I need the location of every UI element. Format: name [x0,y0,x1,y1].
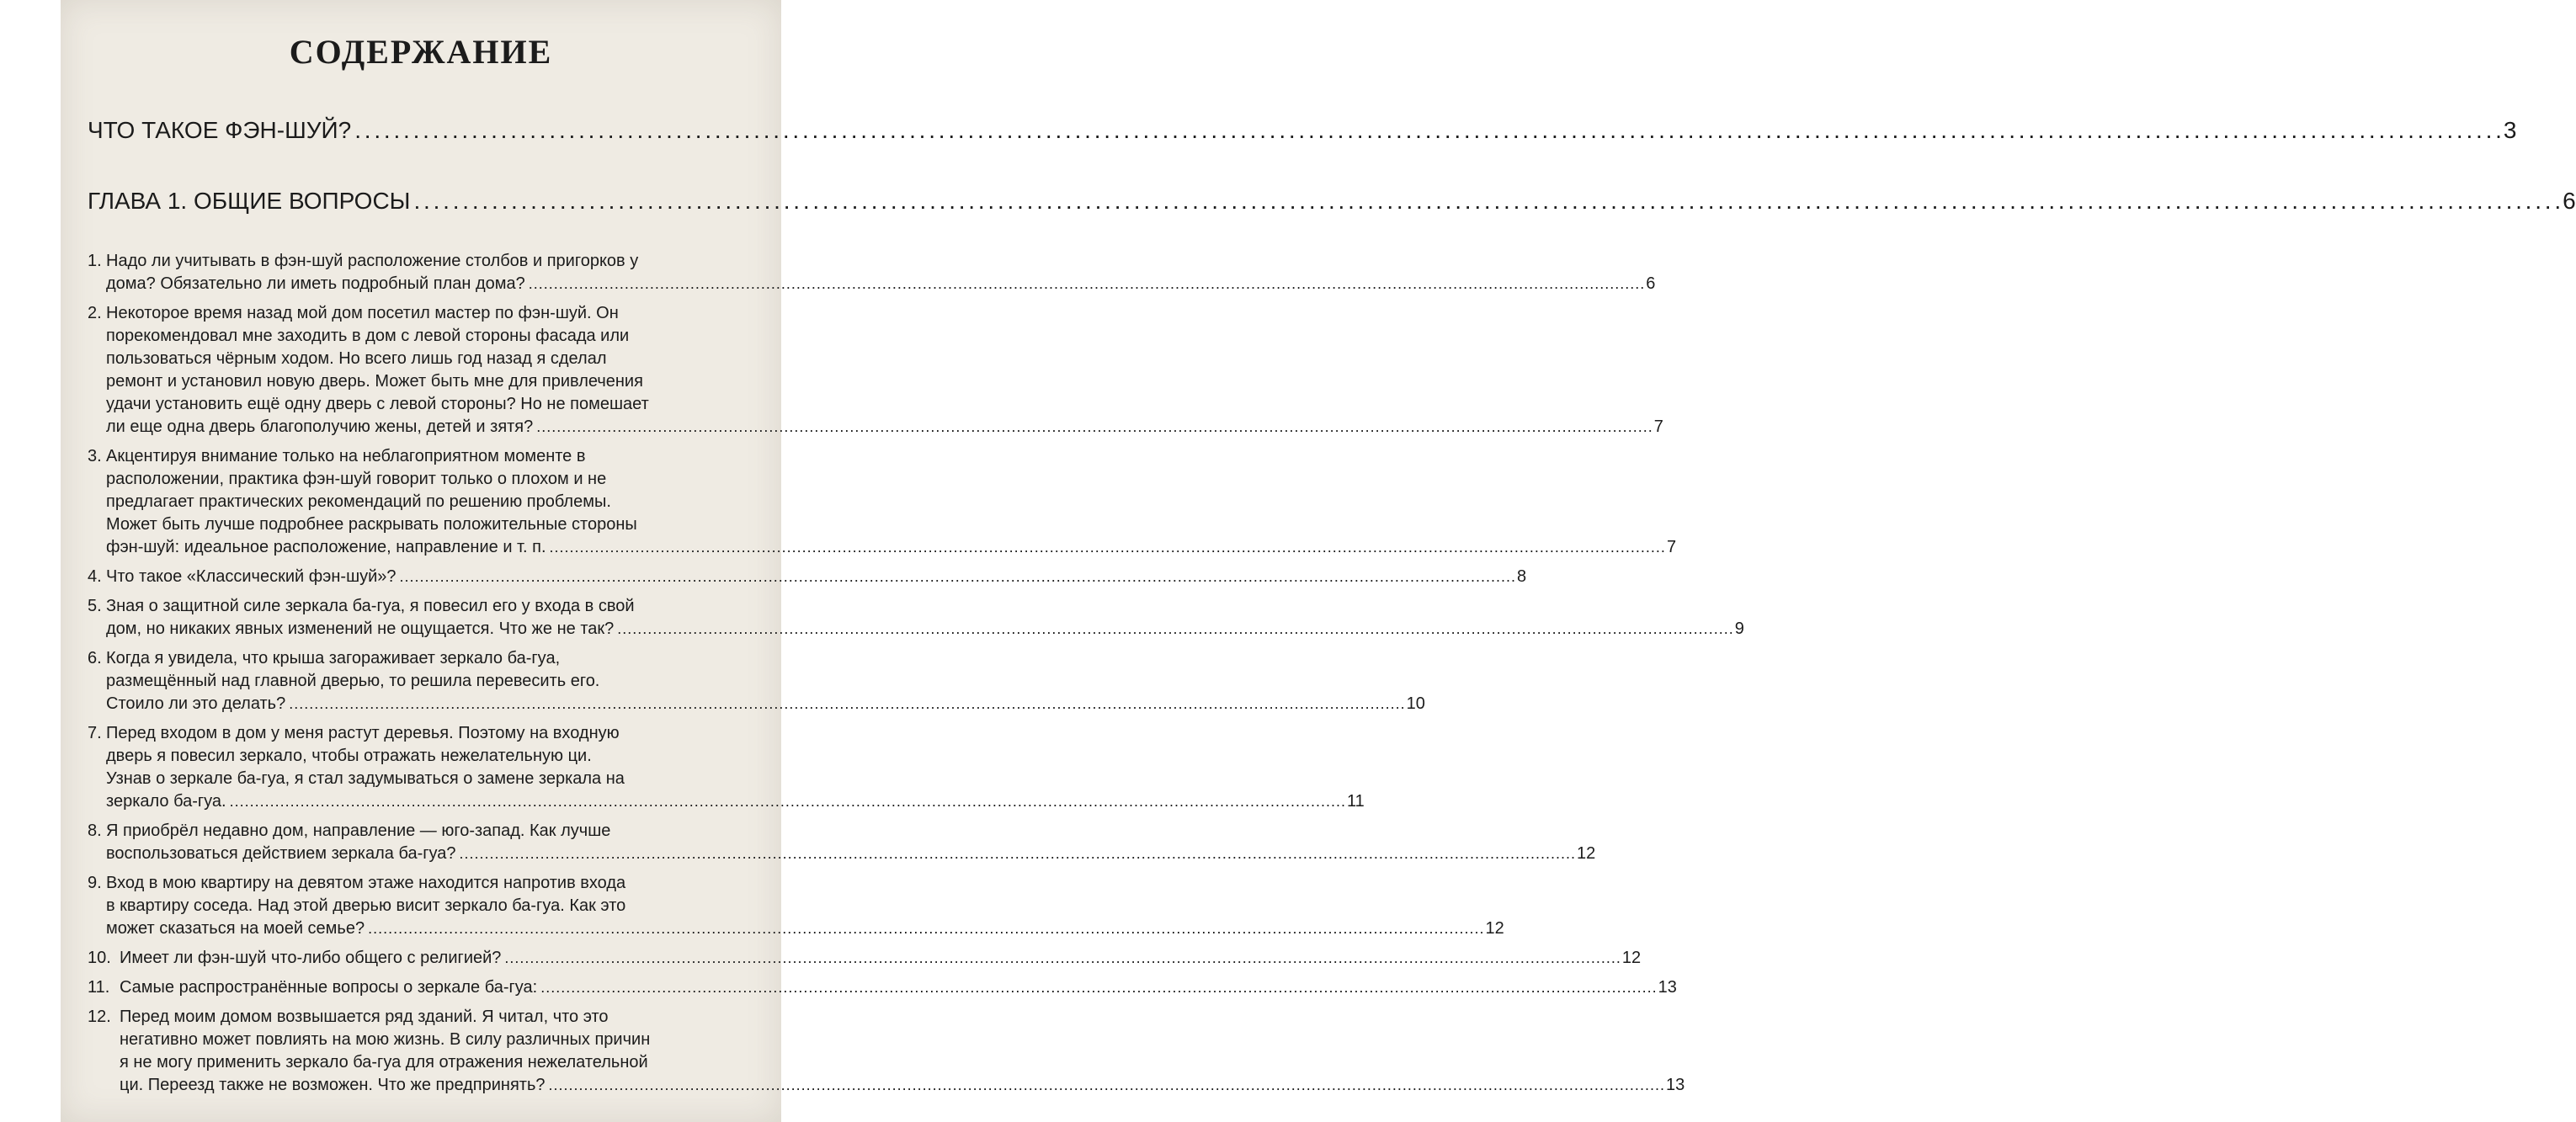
entry-line: Перед входом в дом у меня растут деревья. Поэтому на входную [106,724,620,742]
entry-number: 7. [88,724,102,742]
entry-line: Что такое «Классический фэн-шуй»? [106,567,397,586]
entry-line: воспользоваться действием зеркала ба-гуа? [106,844,456,863]
dot-leader [460,843,1573,865]
entry-line: Вход в мою квартиру на девятом этаже находится напротив входа [106,874,626,892]
entry-line: фэн-шуй: идеальное расположение, направление и т. п. [106,538,546,556]
toc-chapter-intro [88,115,2517,146]
dot-leader [540,976,1654,999]
entry-line: пользоваться чёрным ходом. Но всего лишь год назад я сделал [106,349,607,368]
entry-page-number: 9 [1734,619,1744,638]
toc-entries [88,250,1744,1097]
entry-line: Акцентируя внимание только на неблагоприятном моменте в [106,447,586,465]
entry-text [120,976,1677,999]
entry-page-number: 12 [1576,844,1596,863]
entry-number: 8. [88,822,102,840]
dot-leader [354,115,2500,146]
entry-line: размещённый над главной дверью, то решила перевесить его. [106,672,600,690]
entry-text [106,302,1663,439]
entry-text [106,445,1676,559]
chapter-page-number: 6 [2563,188,2576,214]
toc-entry [88,595,1744,641]
entry-page-number: 11 [1347,792,1365,811]
entry-text [120,947,1641,970]
entry-last-line [120,1074,1685,1097]
entry-page-number: 10 [1406,694,1425,713]
entry-page-number: 6 [1646,274,1656,293]
entry-number: 11. [88,978,110,997]
entry-line: Некоторое время назад мой дом посетил мастер по фэн-шуй. Он [106,304,619,322]
entry-last-line [106,416,1663,439]
entry-page-number: 13 [1665,1076,1685,1094]
entry-text [106,722,1365,813]
toc [88,32,2576,1103]
entry-text [106,566,1526,588]
entry-last-line [120,947,1641,970]
entry-text [106,872,1504,940]
entry-line: предлагает практических рекомендаций по решению проблемы. [106,492,611,511]
entry-last-line [106,536,1676,559]
dot-leader [413,186,2559,216]
dot-leader [504,947,1618,970]
toc-entry [88,820,1596,865]
entry-line: дом, но никаких явных изменений не ощущается. Что же не так? [106,619,615,638]
entry-line: Имеет ли фэн-шуй что-либо общего с религией? [120,949,502,967]
dot-leader [529,273,1642,295]
entry-text [120,1006,1685,1097]
entry-text [106,595,1744,641]
entry-number: 4. [88,567,102,586]
entry-last-line [106,273,1655,295]
entry-line: дверь я повесил зеркало, чтобы отражать нежелательную ци. [106,747,592,765]
entry-number: 10. [88,949,111,967]
entry-line: негативно может повлиять на мою жизнь. В силу различных причин [120,1030,651,1049]
entry-last-line [106,566,1526,588]
entry-last-line [106,693,1425,715]
book-page [61,0,2576,1122]
chapter-label: ГЛАВА 1. ОБЩИЕ ВОПРОСЫ [88,188,411,214]
entry-line: ци. Переезд также не возможен. Что же предпринять? [120,1076,546,1094]
dot-leader [368,917,1482,940]
toc-entry [88,302,1663,439]
entry-line: ли еще одна дверь благополучию жены, детей и зятя? [106,417,534,436]
entry-line: Зная о защитной силе зеркала ба-гуа, я повесил его у входа в свой [106,597,635,615]
entry-number: 6. [88,649,102,667]
entry-page-number: 7 [1666,538,1677,556]
entry-page-number: 8 [1516,567,1527,586]
entry-line: я не могу применить зеркало ба-гуа для отражения нежелательной [120,1053,648,1071]
dot-leader [549,1074,1663,1097]
entry-last-line [106,790,1365,813]
dot-leader [617,618,1731,641]
entry-line: Узнав о зеркале ба-гуа, я стал задумываться о замене зеркала на [106,769,625,788]
entry-last-line [120,976,1677,999]
entry-page-number: 12 [1621,949,1642,967]
toc-chapter-1 [88,186,2576,216]
entry-line: Надо ли учитывать в фэн-шуй расположение столбов и пригорков у [106,252,639,270]
entry-line: удачи установить ещё одну дверь с левой стороны? Но не помешает [106,395,649,413]
entry-line: Стоило ли это делать? [106,694,286,713]
entry-line: может сказаться на моей семье? [106,919,365,938]
entry-line: Я приобрёл недавно дом, направление — юго-запад. Как лучше [106,822,611,840]
entry-line: расположении, практика фэн-шуй говорит только о плохом и не [106,470,607,488]
chapter-page-number: 3 [2503,117,2517,143]
entry-number: 1. [88,252,102,270]
entry-page-number: 12 [1485,919,1504,938]
dot-leader [550,536,1663,559]
entry-text [106,820,1595,865]
entry-line: дома? Обязательно ли иметь подробный план дома? [106,274,525,293]
entry-line: Может быть лучше подробнее раскрывать положительные стороны [106,515,637,534]
entry-line: порекомендовал мне заходить в дом с левой стороны фасада или [106,327,630,345]
toc-entry [88,1006,1685,1097]
toc-entry [88,976,1677,999]
toc-entry [88,445,1677,559]
entry-line: зеркало ба-гуа. [106,792,226,811]
entry-number: 12. [88,1008,111,1026]
entry-line: Когда я увидела, что крыша загораживает зеркало ба-гуа, [106,649,561,667]
entry-line: Самые распространённые вопросы о зеркале ба-гуа: [120,978,538,997]
toc-entry [88,722,1365,813]
entry-text [106,647,1425,715]
page-title: СОДЕРЖАНИЕ [289,33,553,71]
entry-line: ремонт и установил новую дверь. Может быть мне для привлечения [106,372,643,391]
entry-number: 2. [88,304,102,322]
toc-entry [88,647,1425,715]
entry-last-line [106,843,1595,865]
toc-entry [88,872,1504,940]
toc-entry [88,250,1656,295]
chapter-label: ЧТО ТАКОЕ ФЭН-ШУЙ? [88,117,352,143]
entry-number: 5. [88,597,102,615]
entry-last-line [106,917,1504,940]
dot-leader [230,790,1344,813]
entry-line: в квартиру соседа. Над этой дверью висит зеркало ба-гуа. Как это [106,896,626,915]
entry-line: Перед моим домом возвышается ряд зданий. Я читал, что это [120,1008,609,1026]
entry-last-line [106,618,1744,641]
dot-leader [289,693,1402,715]
entry-text [106,250,1655,295]
entry-page-number: 13 [1658,978,1677,997]
entry-number: 9. [88,874,102,892]
toc-entry [88,566,1527,588]
dot-leader [536,416,1650,439]
entry-page-number: 7 [1653,417,1663,436]
toc-entry [88,947,1642,970]
dot-leader [400,566,1514,588]
entry-number: 3. [88,447,102,465]
